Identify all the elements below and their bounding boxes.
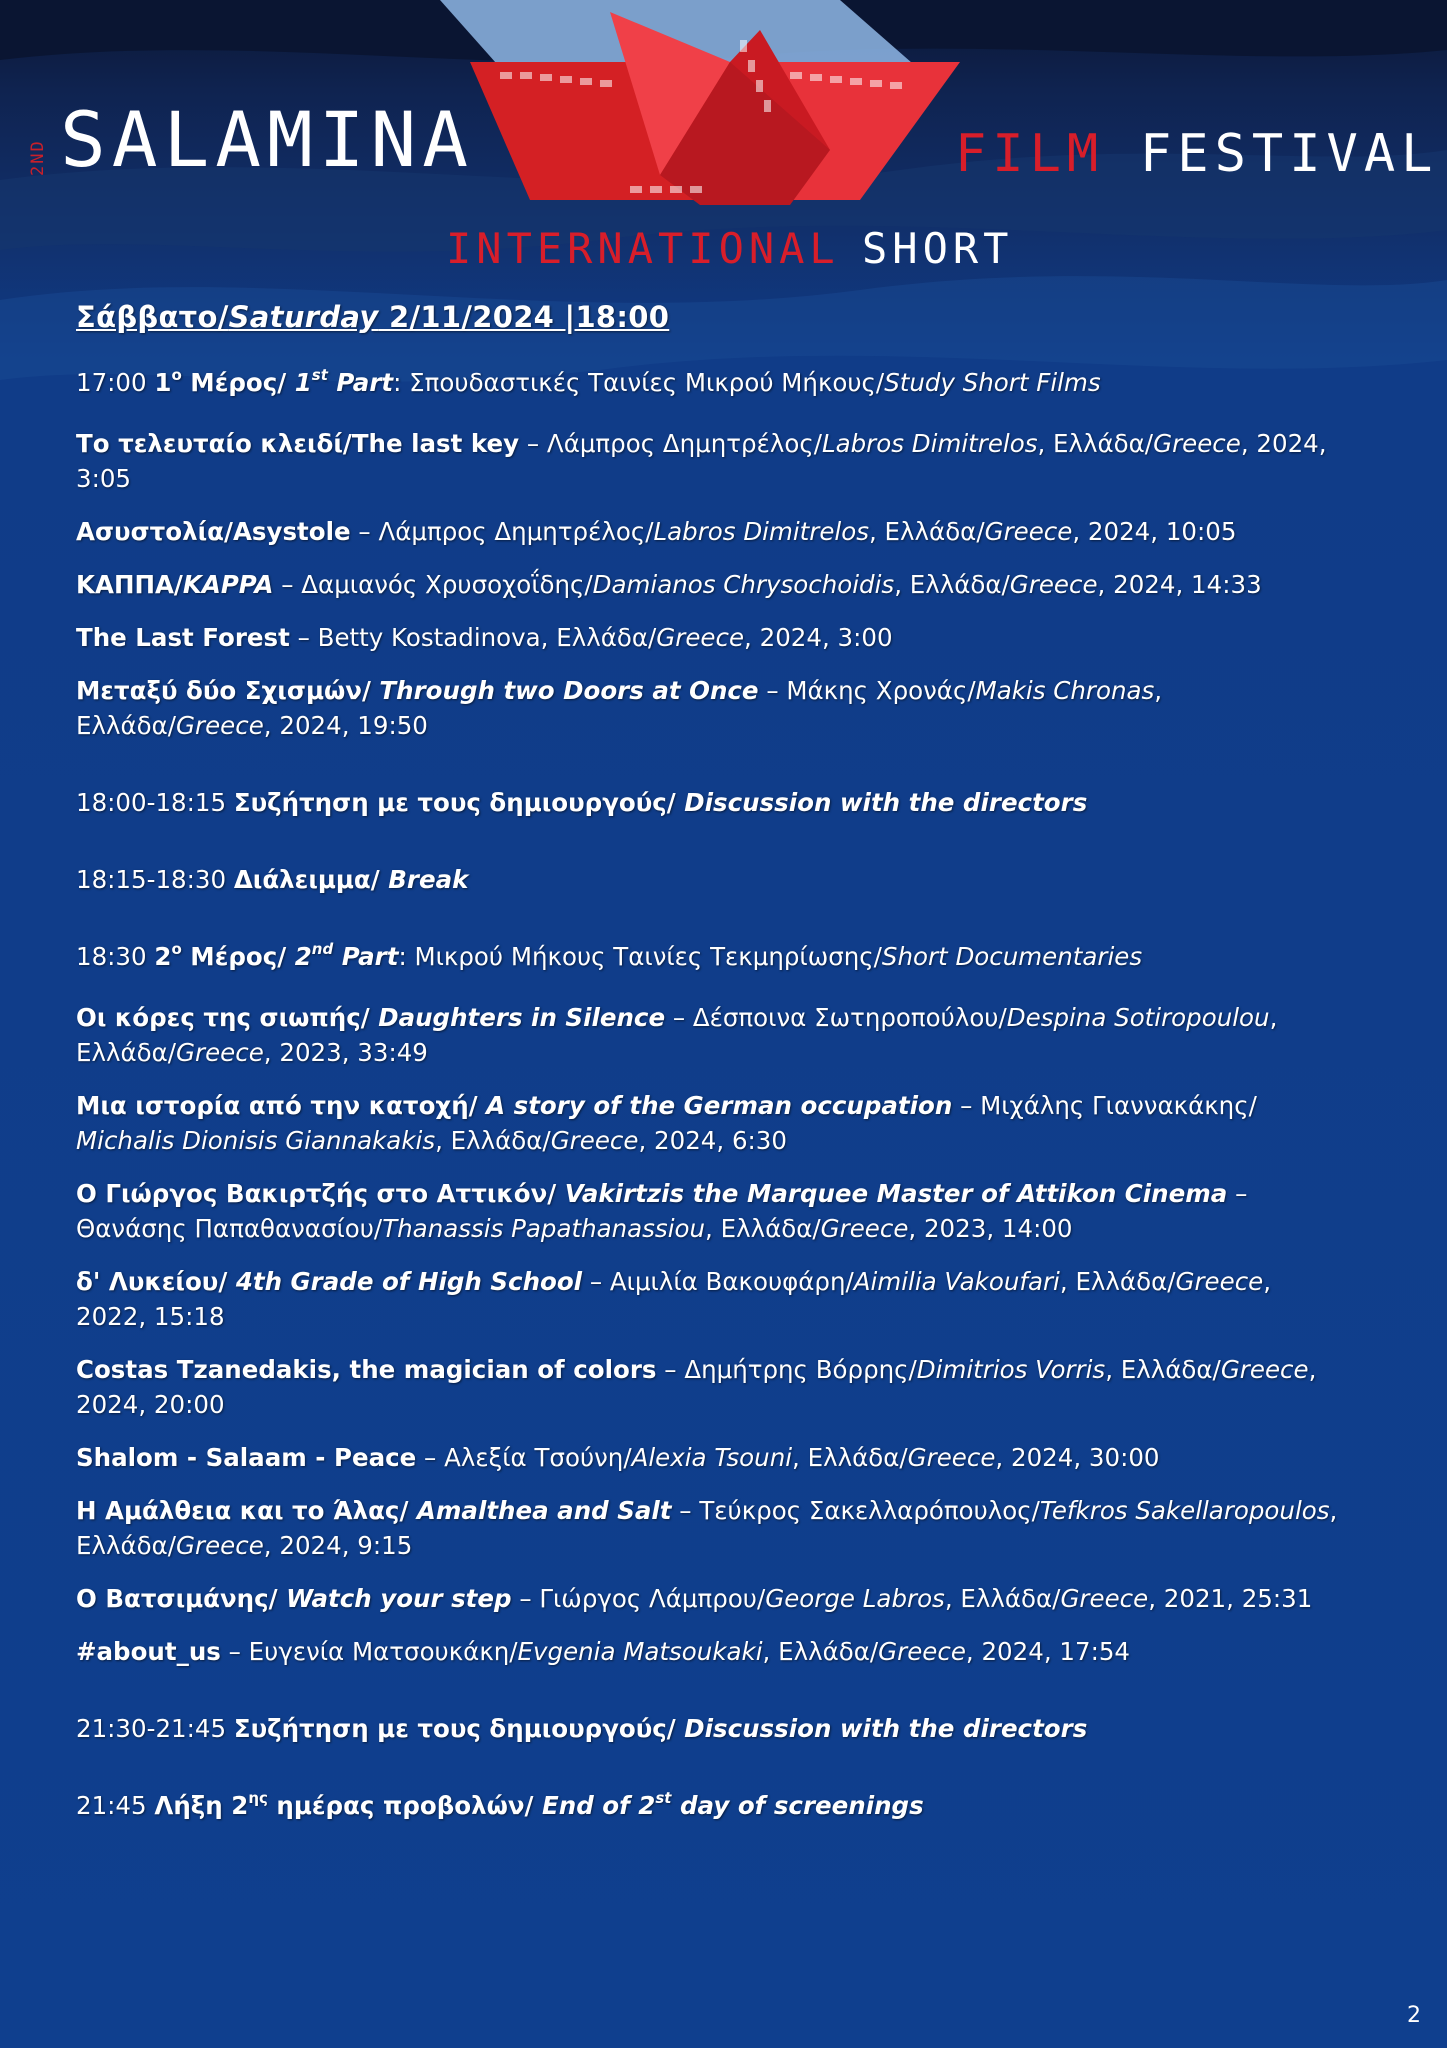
logo-international: INTERNATIONAL	[446, 224, 840, 273]
page-number: 2	[1407, 2003, 1421, 2028]
film-entry: Shalom - Salaam - Peace – Αλεξία Τσούνη/Alexia Tsouni, Ελλάδα/Greece, 2024, 30:00	[76, 1443, 1160, 1472]
film-entry: Ο Γιώργος Βακιρτζής στο Αττικόν/ Vakirtzis the Marquee Master of Attikon Cinema – Θανάσης Παπαθανασίου/Thanassis Papathanassiou, Ελλάδα/Greece, 2023, 14:00	[76, 1179, 1248, 1243]
paper-boat-icon	[430, 0, 990, 220]
film-entry: Costas Tzanedakis, the magician of colors – Δημήτρης Βόρρης/Dimitrios Vorris, Ελλάδα/Greece, 2024, 20:00	[76, 1355, 1317, 1419]
film-entry: Οι κόρες της σιωπής/ Daughters in Silence – Δέσποινα Σωτηροπούλου/Despina Sotiropoulou, Ελλάδα/Greece, 2023, 33:49	[76, 1003, 1278, 1067]
logo-film: FILM	[955, 124, 1105, 184]
film-entry: δ' Λυκείου/ 4th Grade of High School – Αιμιλία Βακουφάρη/Aimilia Vakoufari, Ελλάδα/Greece, 2022, 15:18	[76, 1267, 1272, 1331]
break-slot: 18:15-18:30 Διάλειμμα/ Break	[76, 865, 469, 894]
film-entry: Ο Βατσιμάνης/ Watch your step – Γιώργος Λάμπρου/George Labros, Ελλάδα/Greece, 2021, 25:31	[76, 1584, 1313, 1613]
end-of-day: 21:45 Λήξη $2^{\eta\varsigma}$ ημέρας προβολών/ End of 2st day of screenings	[76, 1788, 924, 1820]
discussion-1: 18:00-18:15 Συζήτηση με τους δημιουργούς/ Discussion with the directors	[76, 788, 1088, 817]
part-1-heading: 17:00 $1^o$ Μέρος/ 1st Part: Σπουδαστικές Ταινίες Μικρού Μήκους/Study Short Films	[76, 365, 1101, 397]
film-entry: Ασυστολία/Asystole – Λάμπρος Δημητρέλος/Labros Dimitrelos, Ελλάδα/Greece, 2024, 10:05	[76, 517, 1237, 546]
film-entry: The Last Forest – Betty Kostadinova, Ελλάδα/Greece, 2024, 3:00	[76, 623, 893, 652]
part-2-heading: 18:30 $2^o$ Μέρος/ 2nd Part: Μικρού Μήκους Ταινίες Τεκμηρίωσης/Short Documentaries	[76, 939, 1143, 971]
program-date: Σάββατο/Saturday 2/11/2024 |18:00	[76, 300, 670, 334]
logo-edition: 2ND	[28, 139, 48, 176]
film-entry: Μεταξύ δύο Σχισμών/ Through two Doors at Once – Μάκης Χρονάς/Makis Chronas, Ελλάδα/Greece, 2024, 19:50	[76, 676, 1163, 740]
logo-festival: FESTIVAL	[1140, 124, 1439, 184]
film-entry: ΚΑΠΠΑ/KAPPA – Δαμιανός Χρυσοχοΐδης/Damianos Chrysochoidis, Ελλάδα/Greece, 2024, 14:33	[76, 570, 1262, 599]
discussion-2: 21:30-21:45 Συζήτηση με τους δημιουργούς/ Discussion with the directors	[76, 1714, 1088, 1743]
film-entry: Η Αμάλθεια και το Άλας/ Amalthea and Salt – Τεύκρος Σακελλαρόπουλος/Tefkros Sakellaropoulos, Ελλάδα/Greece, 2024, 9:15	[76, 1496, 1338, 1560]
film-entry: #about_us – Ευγενία Ματσουκάκη/Evgenia Matsoukaki, Ελλάδα/Greece, 2024, 17:54	[76, 1637, 1130, 1666]
logo-short: SHORT	[862, 224, 1014, 273]
film-entry: Μια ιστορία από την κατοχή/ A story of the German occupation – Μιχάλης Γιαννακάκης/ Michalis Dionisis Giannakakis, Ελλάδα/Greece, 2024, 6:30	[76, 1091, 1257, 1155]
program-content	[76, 300, 1346, 1823]
film-entry: Το τελευταίο κλειδί/The last key – Λάμπρος Δημητρέλος/Labros Dimitrelos, Ελλάδα/Greece, 2024, 3:05	[76, 429, 1327, 493]
festival-logo	[0, 0, 1447, 290]
logo-salamina: SALAMINA	[60, 95, 475, 184]
